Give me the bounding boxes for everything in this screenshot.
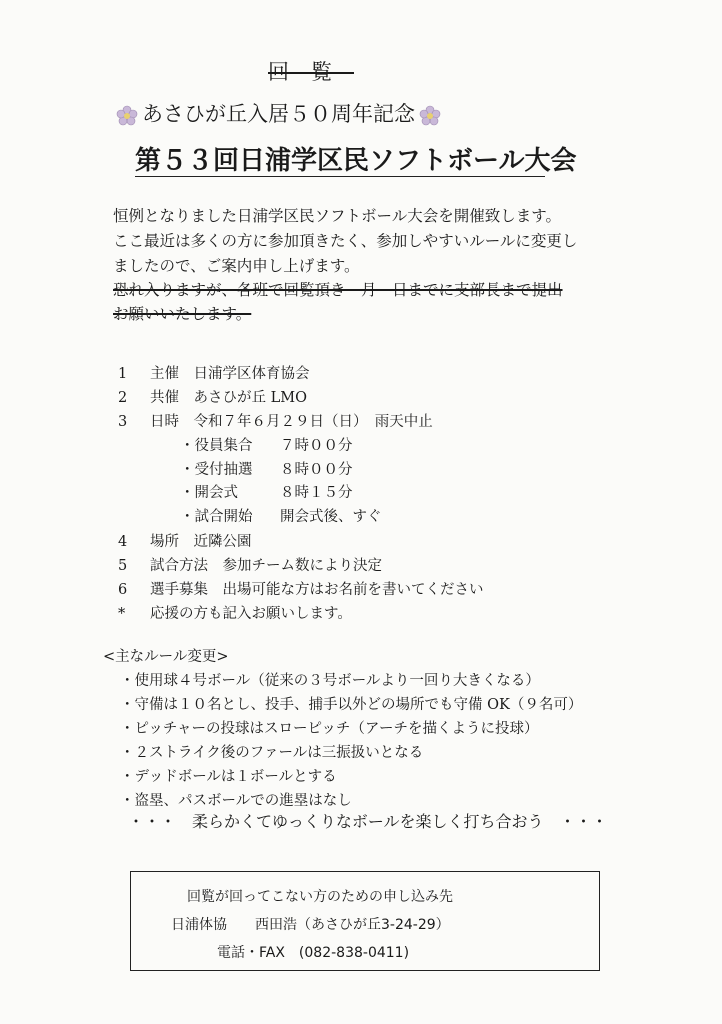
schedule-row: ・役員集合 ７時００分 — [180, 438, 353, 454]
contact-heading: 回覧が回ってこない方のための申し込み先 — [187, 889, 453, 905]
schedule-row: ・開会式 ８時１５分 — [180, 485, 353, 501]
rules-heading: <主なルール変更> — [103, 649, 229, 665]
contact-box — [130, 871, 600, 971]
list-item: 3 日時 令和７年６月２９日（日） 雨天中止 — [118, 414, 433, 430]
intro-line-3: ましたので、ご案内申し上げます。 — [113, 257, 360, 275]
rule-item: ・デッドボールは１ボールとする — [120, 769, 337, 785]
schedule-row: ・試合開始 開会式後、すぐ — [180, 509, 382, 525]
page-title: 第５３回日浦学区民ソフトボール大会 — [135, 146, 577, 176]
rule-item: ・ピッチャーの投球はスローピッチ（アーチを描くように投球） — [120, 721, 539, 737]
list-item: 5 試合方法 参加チーム数により決定 — [118, 558, 382, 574]
list-item: 6 選手募集 出場可能な方はお名前を書いてください — [118, 582, 484, 598]
schedule-row: ・受付抽選 ８時００分 — [180, 462, 353, 478]
intro-line-2: ここ最近は多くの方に参加頂きたく、参加しやすいルールに変更し — [113, 232, 578, 250]
contact-person: 日浦体協 西田浩（あさひが丘3-24-29） — [171, 917, 450, 933]
title-underline — [135, 176, 545, 177]
list-item: 4 場所 近隣公園 — [118, 534, 252, 550]
subtitle-text: あさひが丘入居５０周年記念 — [142, 102, 415, 126]
rule-item: ・守備は１０名とし、投手、捕手以外どの場所でも守備 OK（９名可） — [120, 697, 583, 713]
list-item: 1 主催 日浦学区体育協会 — [118, 366, 310, 382]
intro-struck-line-1: 恐れ入りますが、各班で回覧頂き 月 日までに支部長まで提出 — [113, 281, 563, 299]
rule-item: ・２ストライク後のファールは三振扱いとなる — [120, 745, 424, 761]
rule-item: ・盗塁、パスボールでの進塁はなし — [120, 793, 352, 809]
list-item: 2 共催 あさひが丘 LMO — [118, 390, 307, 406]
closing-slogan: ・・・ 柔らかくてゆっくりなボールを楽しく打ち合おう ・・・ — [128, 812, 608, 831]
contact-phone: 電話・FAX (082-838-0411) — [217, 945, 410, 961]
rule-item: ・使用球４号ボール（従来の３号ボールより一回り大きくなる） — [120, 673, 540, 689]
circulation-notice-heading: 回覧 — [268, 60, 354, 84]
subtitle — [112, 98, 445, 128]
flower-icon — [419, 105, 441, 127]
intro-struck-line-2: お願いいたします。 — [113, 305, 252, 323]
intro-line-1: 恒例となりました日浦学区民ソフトボール大会を開催致します。 — [113, 207, 561, 225]
flower-icon — [116, 105, 138, 127]
list-item: * 応援の方も記入お願いします。 — [118, 606, 352, 622]
